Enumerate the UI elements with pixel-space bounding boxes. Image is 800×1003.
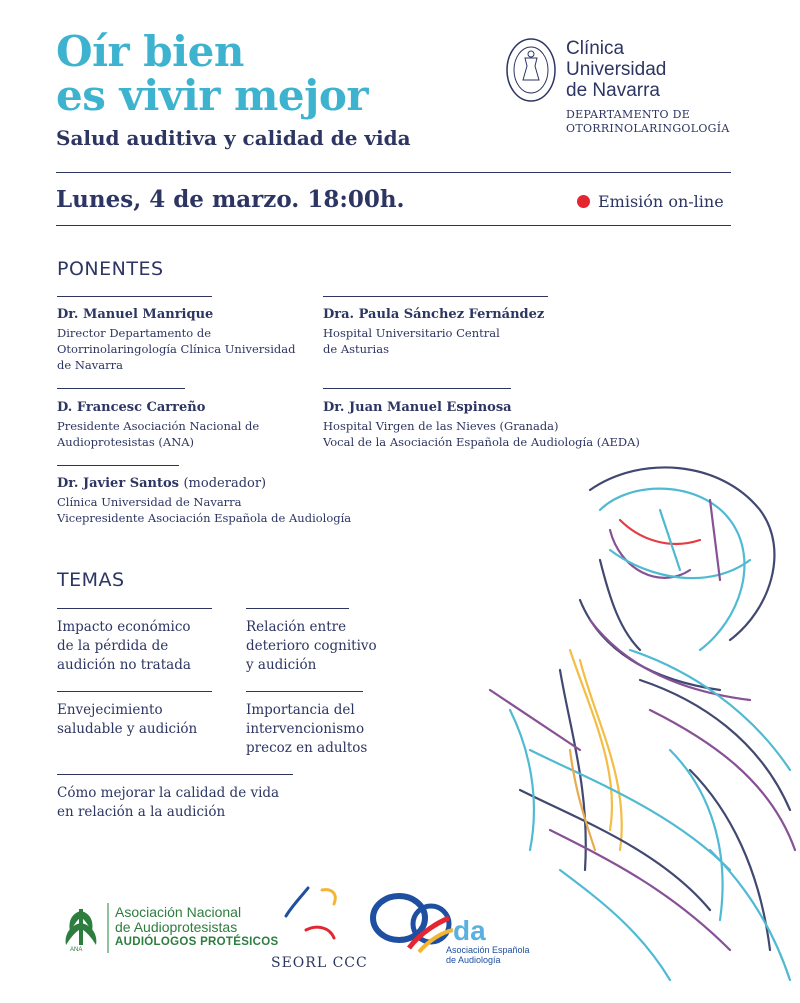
moderator-note: (moderador)	[183, 476, 267, 491]
saxophonist-illustration	[470, 450, 800, 999]
ana-divider	[107, 903, 109, 953]
speaker-role: Hospital Virgen de las Nieves (Granada) Vocal de la Asociación Española de Audiología (AEDA)	[323, 419, 640, 449]
speakers-heading: PONENTES	[57, 258, 164, 280]
ana-small-label: ANA	[70, 947, 83, 953]
speaker-role: Clínica Universidad de Navarra Vicepresidente Asociación Española de Audiología	[57, 495, 352, 525]
speaker-role: Hospital Universitario Central de Asturias	[323, 326, 500, 356]
topic-divider	[246, 691, 363, 692]
topic-item: Envejecimiento saludable y audición	[57, 702, 198, 737]
subtitle: Salud auditiva y calidad de vida	[56, 126, 411, 150]
speaker-name: Dr. Juan Manuel Espinosa	[323, 400, 512, 415]
topics-heading: TEMAS	[57, 569, 125, 591]
topic-item: Relación entre deterioro cognitivo y audición	[246, 619, 377, 673]
clinic-name: Clínica Universidad de Navarra	[566, 38, 667, 101]
title-line-2: es vivir mejor	[56, 71, 368, 120]
speaker-name: Dra. Paula Sánchez Fernández	[323, 307, 545, 322]
speaker-divider	[323, 296, 548, 297]
speaker-card	[323, 400, 640, 450]
seorl-logo-mark	[278, 884, 348, 942]
speaker-card	[57, 476, 351, 526]
topic-divider	[57, 691, 212, 692]
speaker-divider	[57, 465, 179, 466]
speaker-name: Dr. Javier Santos (moderador)	[57, 476, 267, 491]
speaker-divider	[57, 388, 185, 389]
ana-emblem-icon	[58, 903, 104, 955]
speaker-card	[57, 307, 295, 373]
aeda-logo-subtitle: Asociación Española de Audiología	[446, 945, 530, 965]
topic-divider	[57, 774, 293, 775]
topic-divider	[57, 608, 212, 609]
speaker-card	[323, 307, 544, 357]
clinic-seal-logo	[505, 36, 557, 104]
seorl-logo-text: SEORL CCC	[271, 955, 368, 971]
divider-top	[56, 172, 731, 173]
clinic-department: DEPARTAMENTO DE OTORRINOLARINGOLOGÍA	[566, 108, 730, 135]
svg-text:da: da	[453, 915, 486, 946]
topic-item: Importancia del intervencionismo precoz en adultos	[246, 702, 368, 756]
speaker-divider	[57, 296, 212, 297]
event-date: Lunes, 4 de marzo. 18:00h.	[56, 186, 405, 213]
topic-item: Cómo mejorar la calidad de vida en relación a la audición	[57, 785, 280, 820]
speaker-divider	[323, 388, 511, 389]
live-broadcast-label: Emisión on-line	[577, 192, 724, 211]
live-dot-icon	[577, 195, 590, 208]
speaker-role: Director Departamento de Otorrinolaringología Clínica Universidad de Navarra	[57, 326, 296, 372]
speaker-role: Presidente Asociación Nacional de Audioprotesistas (ANA)	[57, 419, 260, 449]
speaker-name: D. Francesc Carreño	[57, 400, 206, 415]
ana-logo-text: Asociación Nacional de Audioprotesistas AUDIÓLOGOS PROTÉSICOS	[115, 904, 279, 948]
speaker-name: Dr. Manuel Manrique	[57, 307, 214, 322]
divider-bottom	[56, 225, 731, 226]
topic-divider	[246, 608, 349, 609]
speaker-card	[57, 400, 259, 450]
topic-item: Impacto económico de la pérdida de audición no tratada	[57, 619, 191, 673]
title-line-1: Oír bien	[56, 27, 244, 76]
